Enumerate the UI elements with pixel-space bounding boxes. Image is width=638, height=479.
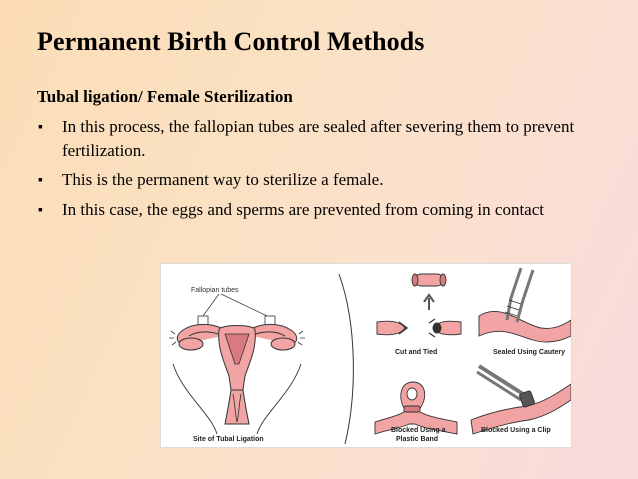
cautery-drawing (479, 268, 571, 342)
bullet-item (37, 115, 597, 162)
tubal-ligation-illustration (160, 263, 572, 448)
bullet-list (37, 115, 597, 227)
ligation-site-caption: Site of Tubal Ligation (193, 436, 264, 443)
bullet-text: This is the permanent way to sterilize a female. (62, 170, 384, 189)
plastic-band-caption-line2: Plastic Band (396, 436, 439, 443)
bullet-text: In this process, the fallopian tubes are sealed after severing them to prevent fertilization. (62, 117, 575, 160)
square-bullet-icon: ▪ (38, 173, 43, 188)
cautery-caption: Sealed Using Cautery (493, 349, 565, 356)
fallopian-tubes-label: Fallopian tubes (191, 287, 239, 294)
cut-and-tied-caption: Cut and Tied (395, 349, 438, 356)
uterus-anatomy-drawing (169, 274, 353, 444)
clip-drawing (471, 366, 571, 434)
square-bullet-icon: ▪ (38, 120, 43, 135)
cut-and-tied-drawing (377, 274, 461, 337)
bullet-text: In this case, the eggs and sperms are prevented from coming in contact (62, 199, 544, 219)
bullet-item (37, 198, 597, 222)
slide-title: Permanent Birth Control Methods (37, 27, 425, 56)
square-bullet-icon: ▪ (38, 202, 43, 218)
clip-caption: Blocked Using a Clip (481, 427, 551, 434)
section-subtitle: Tubal ligation/ Female Sterilization (37, 87, 293, 106)
bullet-item (37, 168, 597, 192)
plastic-band-caption-line1: Blocked Using a (391, 427, 446, 434)
